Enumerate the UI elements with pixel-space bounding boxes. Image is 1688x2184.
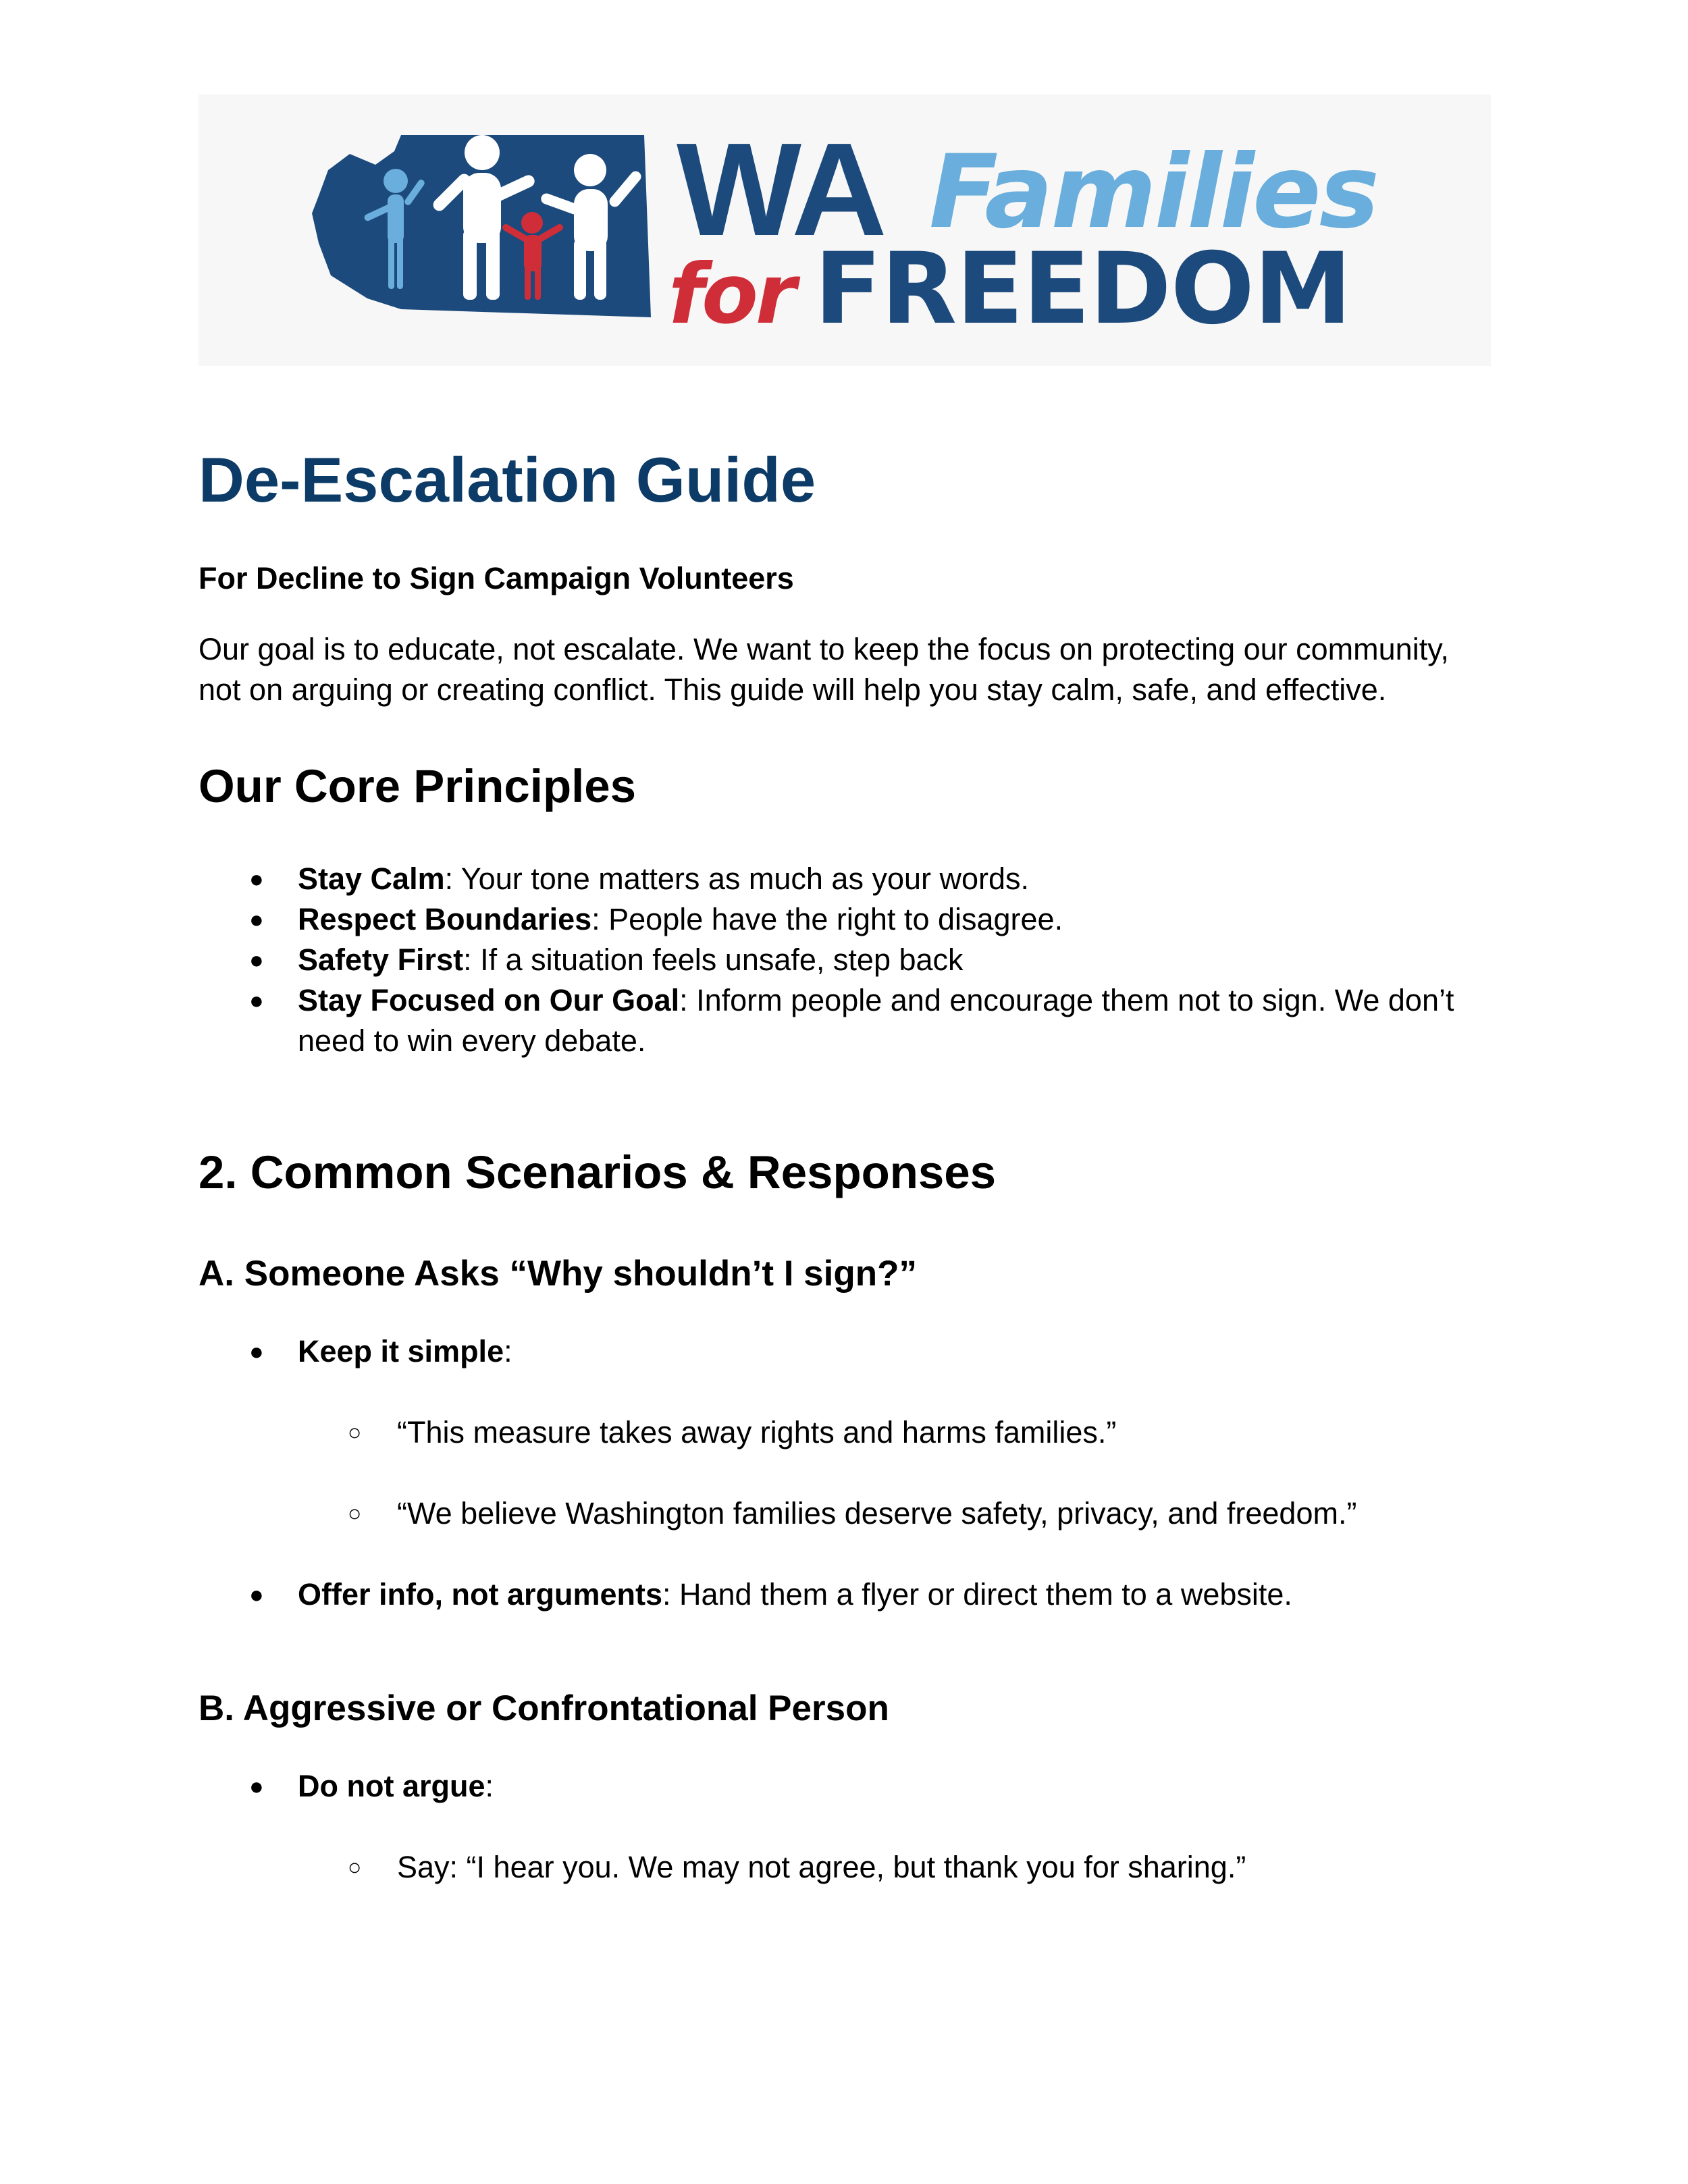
intro-line: not on arguing or creating conflict. This guide will help you stay calm, safe, and effective.: [199, 672, 1387, 707]
list-item-text: [298, 859, 1029, 899]
subtitle: For Decline to Sign Campaign Volunteers: [199, 561, 794, 595]
list-item-line: need to win every debate.: [298, 1023, 646, 1058]
list-item-body: :: [504, 1334, 512, 1368]
sub-list-item-text: Say: “I hear you. We may not agree, but thank you for sharing.”: [397, 1850, 1246, 1884]
logo-text-wa: WA: [677, 115, 885, 263]
list-item-line: [298, 980, 1454, 1021]
list-item-body: : People have the right to disagree.: [591, 902, 1063, 936]
bullet-icon: ●: [249, 865, 264, 893]
hollow-bullet-icon: ○: [348, 1855, 362, 1880]
list-item-text: [298, 1766, 494, 1807]
bullet-icon: ●: [249, 905, 264, 933]
list-item-label: Keep it simple: [298, 1334, 504, 1368]
section-heading-core-principles: Our Core Principles: [199, 760, 637, 812]
subsection-heading-b: B. Aggressive or Confrontational Person: [199, 1688, 889, 1728]
section-heading-scenarios: 2. Common Scenarios & Responses: [199, 1146, 997, 1198]
list-item-label: Respect Boundaries: [298, 902, 592, 936]
list-item-text: [298, 940, 964, 980]
logo-text-for: for: [668, 246, 794, 342]
list-item-text: [298, 1331, 512, 1372]
list-item-label: Safety First: [298, 942, 464, 977]
list-item-label: Do not argue: [298, 1769, 485, 1803]
bullet-icon: ●: [249, 1337, 264, 1365]
list-item-body: : Hand them a flyer or direct them to a website.: [662, 1577, 1292, 1612]
bullet-icon: ●: [249, 986, 264, 1014]
list-item-label: Offer info, not arguments: [298, 1577, 662, 1612]
logo-text-freedom: FREEDOM: [814, 232, 1352, 346]
list-item-body: : Your tone matters as much as your words.: [444, 861, 1030, 896]
logo-graphic: [199, 95, 1491, 366]
list-item-body: : Inform people and encourage them not to sign. We don’t: [679, 983, 1454, 1017]
logo-text-families: Families: [929, 134, 1378, 251]
bullet-icon: ●: [249, 1580, 264, 1608]
intro-paragraph: [199, 629, 1495, 710]
intro-line: Our goal is to educate, not escalate. We want to keep the focus on protecting our community,: [199, 632, 1449, 666]
list-item-body: :: [485, 1769, 494, 1803]
bullet-icon: ●: [249, 1772, 264, 1800]
bullet-icon: ●: [249, 946, 264, 974]
list-item-text: [298, 899, 1063, 940]
page-title: De-Escalation Guide: [199, 444, 816, 515]
hollow-bullet-icon: ○: [348, 1420, 362, 1445]
subsection-heading-a: A. Someone Asks “Why shouldn’t I sign?”: [199, 1254, 918, 1294]
logo: [199, 95, 1491, 366]
list-item-text: [298, 1574, 1292, 1615]
hollow-bullet-icon: ○: [348, 1501, 362, 1526]
list-item-text: [298, 980, 1454, 1061]
sub-list-item-text: “We believe Washington families deserve safety, privacy, and freedom.”: [397, 1496, 1357, 1530]
sub-list-item-text: “This measure takes away rights and harms families.”: [397, 1415, 1117, 1449]
list-item-body: : If a situation feels unsafe, step back: [463, 942, 964, 977]
list-item-label: Stay Focused on Our Goal: [298, 983, 680, 1017]
list-item-label: Stay Calm: [298, 861, 445, 896]
